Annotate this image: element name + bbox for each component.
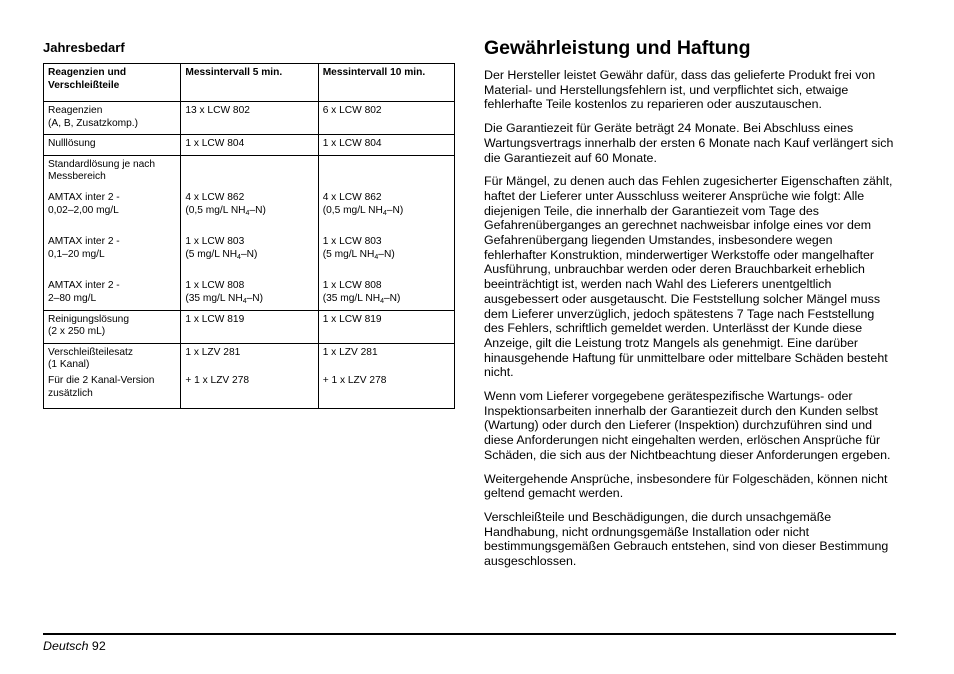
table-cell: [318, 343, 454, 408]
table-header-cell: Messintervall 10 min.: [318, 64, 454, 102]
cell-line: (5 mg/L $NH_4-N$): [185, 248, 258, 261]
cell-line: AMTAX inter 2 -: [48, 236, 120, 248]
cell-line: (1 Kanal): [48, 359, 90, 371]
footer-language: Deutsch: [43, 639, 89, 653]
cell-line: (2 x 250 mL): [48, 326, 106, 338]
cell-line: 0,1–20 mg/L: [48, 248, 105, 260]
annual-requirements-table: [43, 63, 455, 409]
cell-line: 1 x LCW 808: [185, 280, 245, 292]
table-cell: [318, 155, 454, 310]
cell-line: AMTAX inter 2 -: [48, 191, 120, 203]
section-title: Jahresbedarf: [43, 40, 125, 55]
table-header-row: [44, 64, 455, 102]
body-paragraph: Der Hersteller leistet Gewähr dafür, dass das gelieferte Produkt frei von Material- und Herstellungsfehlern ist, und verpflichtet sich, etwaige fehlerhafte Teile kostenlos zu reparieren oder auszutauschen.: [484, 68, 876, 112]
cell-line: Reinigungslösung: [48, 313, 129, 325]
cell-line: (35 mg/L $NH_4-N$): [185, 292, 264, 305]
right-column: [484, 36, 896, 578]
cell-line: (0,5 mg/L $NH_4-N$): [185, 204, 266, 217]
table-cell: 13 x LCW 802: [181, 102, 318, 135]
cell-line: zusätzlich: [48, 387, 93, 399]
cell-line: 1 x LZV 281: [322, 346, 378, 358]
table-cell: 1 x LCW 819: [318, 310, 454, 343]
table-cell: [181, 155, 318, 310]
cell-line: 1 x LCW 803: [322, 236, 382, 248]
cell-line: Verschleißteilesatz: [48, 346, 133, 358]
cell-line: AMTAX inter 2 -: [48, 280, 120, 292]
body-paragraph: Die Garantiezeit für Geräte beträgt 24 Monate. Bei Abschluss eines Wartungsvertrags innerhalb der ersten 6 Monate nach Kauf verlängert sich die Garantiezeit auf 60 Monate.: [484, 121, 894, 165]
left-column: [43, 40, 455, 409]
table-cell: 1 x LCW 804: [181, 135, 318, 156]
cell-line: (5 mg/L $NH_4-N$): [322, 248, 395, 261]
table-row: [44, 102, 455, 135]
table-cell: [44, 343, 181, 408]
cell-line: 1 x LCW 808: [322, 280, 382, 292]
cell-line: 4 x LCW 862: [322, 191, 382, 203]
page-title: Gewährleistung und Haftung: [484, 37, 751, 59]
cell-line: Für die 2 Kanal-Version: [48, 374, 155, 386]
cell-line: (A, B, Zusatzkomp.): [48, 117, 139, 129]
page-footer: [43, 639, 106, 654]
table-row: [44, 155, 455, 310]
table-cell: [181, 343, 318, 408]
table-cell: [44, 310, 181, 343]
table-cell: Nulllösung: [44, 135, 181, 156]
cell-line: 1 x LZV 281: [185, 346, 241, 358]
table-row: [44, 135, 455, 156]
body-paragraph: Weitergehende Ansprüche, insbesondere für Folgeschäden, können nicht geltend gemacht werden.: [484, 471, 888, 501]
body-paragraph: Verschleißteile und Beschädigungen, die durch unsachgemäße Handhabung, nicht ordnungsgemäße Installation oder nicht bestimmungsgemäßen Gebrauch entstehen, sind von dieser Bestimmung ausgeschlossen.: [484, 509, 889, 569]
cell-line: Reagenzien: [48, 105, 103, 116]
cell-line: 4 x LCW 862: [185, 191, 245, 203]
cell-line: 2–80 mg/L: [48, 292, 97, 304]
table-cell: 6 x LCW 802: [318, 102, 454, 135]
cell-line: Standardlösung je nach: [48, 158, 156, 170]
cell-line: (35 mg/L $NH_4-N$): [322, 292, 401, 305]
cell-line: + 1 x LZV 278: [185, 374, 250, 386]
cell-line: Messbereich: [48, 171, 106, 183]
table-header-cell: Reagenzien und Verschleißteile: [44, 64, 181, 102]
footer-divider: [43, 633, 896, 635]
page-number: 92: [91, 639, 106, 653]
table-cell: [44, 102, 181, 135]
table-cell: [44, 155, 181, 310]
table-cell: 1 x LCW 819: [181, 310, 318, 343]
cell-line: (0,5 mg/L $NH_4-N$): [322, 204, 404, 217]
table-header-cell: Messintervall 5 min.: [181, 64, 318, 102]
table-row: [44, 343, 455, 408]
cell-line: + 1 x LZV 278: [322, 374, 387, 386]
table-cell: 1 x LCW 804: [318, 135, 454, 156]
table-row: [44, 310, 455, 343]
body-paragraph: Wenn vom Lieferer vorgegebene gerätespezifische Wartungs- oder Inspektionsarbeiten innerhalb der Garantiezeit durch den Kunden selbst (Wartung) oder durch den Lieferer (Inspektion) durchzuführen sind und diese Anforderungen nicht eingehalten werden, erlöschen Ansprüche für Schäden, die sich aus der Nichtbeachtung dieser Anforderungen ergeben.: [484, 389, 891, 462]
body-paragraph: Für Mängel, zu denen auch das Fehlen zugesicherter Eigenschaften zählt, haftet der Lieferer unter Ausschluss weiterer Ansprüche wie folgt: Alle diejenigen Teile, die innerhalb der Garantiezeit vom Tage des Gefahrenüberganges an gerechnet nachweisbar infolge eines vor dem Gefahrenübergang liegenden Umstandes, insbesondere wegen fehlerhafter Konstruktion, minderwertiger Werkstoffe oder mangelhafter Ausführung, unbrauchbar werden oder deren Brauchbarkeit erheblich beeinträchtigt ist, werden nach Wahl des Lieferers unentgeltlich ausgebessert oder ausgetauscht. Die Feststellung solcher Mängel muss dem Lieferer unverzüglich, jedoch spätestens 7 Tage nach Feststellung des Fehlers, schriftlich gemeldet werden. Unterlässt der Kunde diese Anzeige, gilt die Leistung trotz Mangels als genehmigt. Eine darüber hinausgehende Haftung für unmittelbare oder mittelbare Schäden besteht nicht.: [484, 174, 893, 380]
cell-line: 0,02–2,00 mg/L: [48, 204, 119, 216]
cell-line: 1 x LCW 803: [185, 236, 245, 248]
